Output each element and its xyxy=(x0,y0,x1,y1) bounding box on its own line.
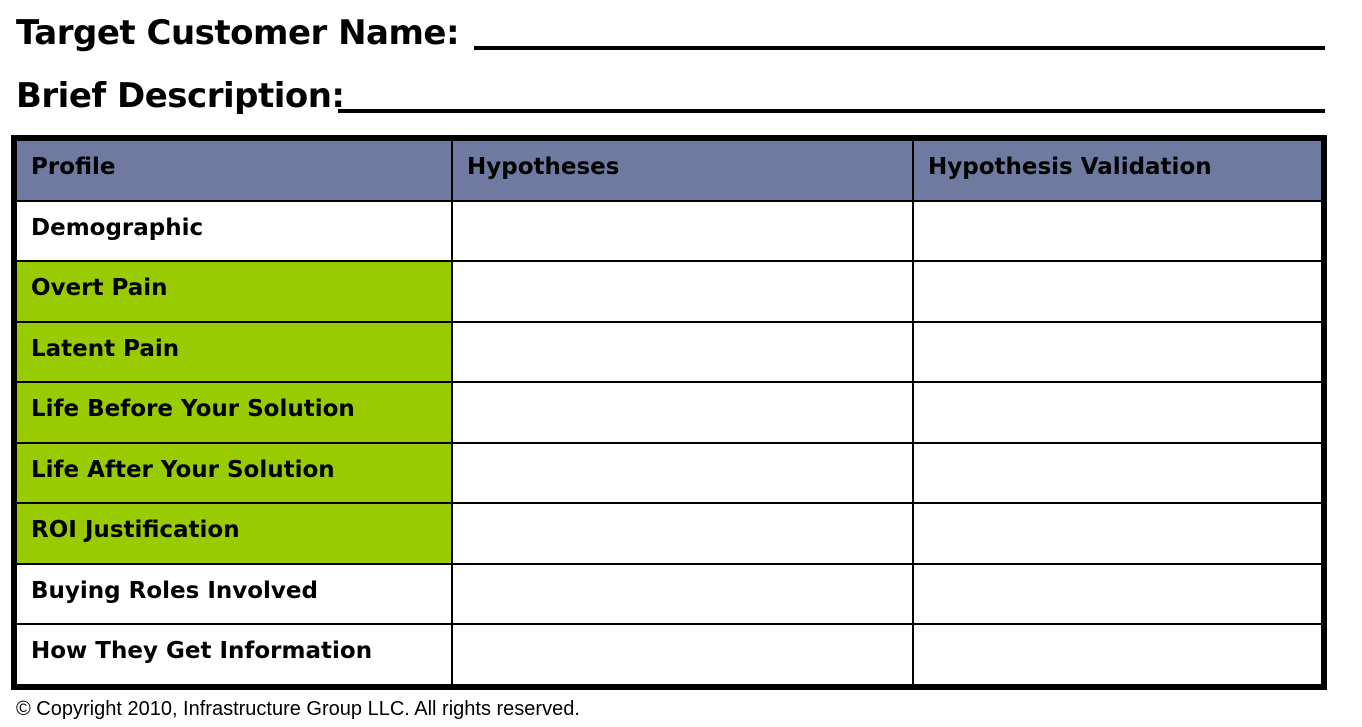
header-profile: Profile xyxy=(16,140,452,201)
header-hypothesis-validation: Hypothesis Validation xyxy=(913,140,1322,201)
hypotheses-cell[interactable] xyxy=(452,503,913,564)
profile-cell: How They Get Information xyxy=(16,624,452,685)
profile-cell: Life After Your Solution xyxy=(16,443,452,504)
table-row xyxy=(16,382,1322,443)
hypotheses-cell[interactable] xyxy=(452,382,913,443)
table-row xyxy=(16,201,1322,262)
validation-cell[interactable] xyxy=(913,443,1322,504)
profile-cell: Demographic xyxy=(16,201,452,262)
table-row xyxy=(16,624,1322,685)
table-row xyxy=(16,261,1322,322)
validation-cell[interactable] xyxy=(913,382,1322,443)
profile-cell: Life Before Your Solution xyxy=(16,382,452,443)
hypotheses-cell[interactable] xyxy=(452,564,913,625)
hypotheses-cell[interactable] xyxy=(452,624,913,685)
table-row xyxy=(16,503,1322,564)
copyright-notice: © Copyright 2010, Infrastructure Group LLC. All rights reserved. xyxy=(16,698,580,720)
profile-cell: Overt Pain xyxy=(16,261,452,322)
hypotheses-cell[interactable] xyxy=(452,201,913,262)
validation-cell[interactable] xyxy=(913,201,1322,262)
header-hypotheses: Hypotheses xyxy=(452,140,913,201)
brief-description-label: Brief Description: xyxy=(16,76,345,116)
validation-cell[interactable] xyxy=(913,503,1322,564)
profile-cell: Buying Roles Involved xyxy=(16,564,452,625)
customer-profile-table xyxy=(11,135,1327,690)
profile-cell: Latent Pain xyxy=(16,322,452,383)
table-row xyxy=(16,564,1322,625)
validation-cell[interactable] xyxy=(913,624,1322,685)
hypotheses-cell[interactable] xyxy=(452,261,913,322)
table-row xyxy=(16,322,1322,383)
table-row xyxy=(16,443,1322,504)
validation-cell[interactable] xyxy=(913,322,1322,383)
hypotheses-cell[interactable] xyxy=(452,443,913,504)
validation-cell[interactable] xyxy=(913,564,1322,625)
target-customer-name-line xyxy=(474,46,1325,50)
profile-cell: ROI Justification xyxy=(16,503,452,564)
brief-description-line xyxy=(338,109,1325,113)
table-header-row xyxy=(16,140,1322,201)
hypotheses-cell[interactable] xyxy=(452,322,913,383)
target-customer-name-label: Target Customer Name: xyxy=(16,13,460,53)
validation-cell[interactable] xyxy=(913,261,1322,322)
